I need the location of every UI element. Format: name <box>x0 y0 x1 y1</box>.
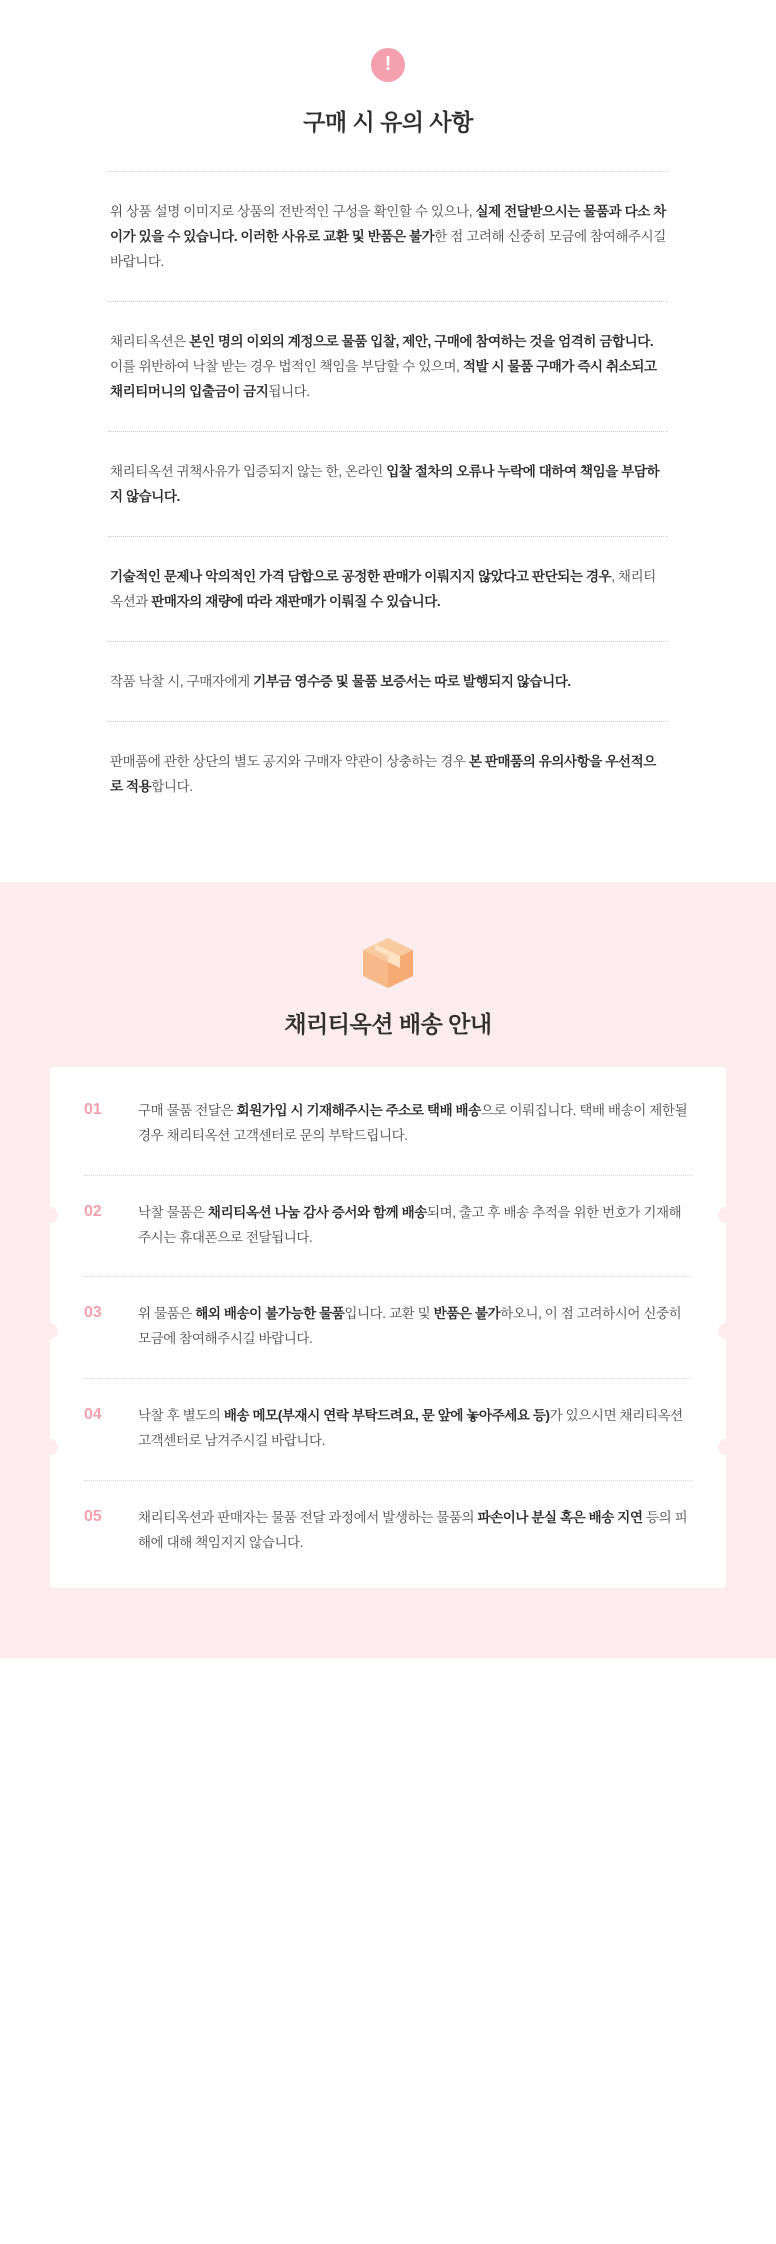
shipping-title: 채리티옥션 배송 안내 <box>284 1010 492 1037</box>
alert-circle-icon <box>371 48 405 82</box>
list-item-text: 낙찰 물품은 채리티옥션 나눔 감사 증서와 함께 배송되며, 출고 후 배송 추적을 위한 번호가 기재해주시는 휴대폰으로 전달됩니다. <box>138 1204 682 1245</box>
shipping-info-section <box>0 882 776 1659</box>
list-item-number: 03 <box>84 1304 102 1322</box>
list-item-text: 낙찰 후 별도의 배송 메모(부재시 연락 부탁드려요, 문 앞에 놓아주세요 등)가 있으시면 채리티옥션 고객센터로 남겨주시길 바랍니다. <box>138 1408 683 1449</box>
list-item <box>50 1073 726 1175</box>
notice-body <box>108 171 668 826</box>
shipping-icon-wrap <box>0 934 776 992</box>
notice-icon-wrap <box>0 48 776 82</box>
list-item-number: 04 <box>84 1406 102 1424</box>
list-item-text: 구매 물품 전달은 회원가입 시 기재해주시는 주소로 택배 배송으로 이뤄집니다. 택배 배송이 제한될 경우 채리티옥션 고객센터로 문의 부탁드립니다. <box>138 1102 688 1143</box>
list-item <box>50 1276 726 1378</box>
list-item-number: 05 <box>84 1508 102 1526</box>
notice-item: 채리티옥션은 본인 명의 이외의 계정으로 물품 입찰, 제안, 구매에 참여하는 것을 엄격히 금합니다. 이를 위반하여 낙찰 받는 경우 법적인 책임을 부담할 수 있으며, 적발 시 물품 구매가 즉시 취소되고 채리티머니의 입출금이 금지됩니다. <box>110 333 657 399</box>
list-item <box>50 1378 726 1480</box>
notice-item: 판매품에 관한 상단의 별도 공지와 구매자 약관이 상충하는 경우 본 판매품의 유의사항을 우선적으로 적용합니다. <box>110 753 656 794</box>
notice-item: 작품 낙찰 시, 구매자에게 기부금 영수증 및 물품 보증서는 따로 발행되지 않습니다. <box>110 673 571 689</box>
notice-item: 위 상품 설명 이미지로 상품의 전반적인 구성을 확인할 수 있으나, 실제 전달받으시는 물품과 다소 차이가 있을 수 있습니다. 이러한 사유로 교환 및 반품은 불가한 점 고려해 신중히 모금에 참여해주시길 바랍니다. <box>110 204 666 269</box>
list-item-number: 01 <box>84 1100 102 1118</box>
package-box-icon <box>355 934 421 992</box>
alert-icon-glyph: ! <box>384 53 392 75</box>
list-item-text: 위 물품은 해외 배송이 불가능한 물품입니다. 교환 및 반품은 불가하오니, 이 점 고려하시어 신중히 모금에 참여해주시길 바랍니다. <box>138 1306 682 1347</box>
list-item <box>50 1480 726 1582</box>
notice-item: 기술적인 문제나 악의적인 가격 담합으로 공정한 판매가 이뤄지지 않았다고 판단되는 경우, 채리티옥션과 판매자의 재량에 따라 재판매가 이뤄질 수 있습니다. <box>110 568 656 609</box>
shipping-ticket-card <box>50 1067 726 1589</box>
notice-title: 구매 시 유의 사항 <box>303 109 473 135</box>
list-item <box>50 1175 726 1277</box>
notice-item: 채리티옥션 귀책사유가 입증되지 않는 한, 온라인 입찰 절차의 오류나 누락에 대하여 책임을 부담하지 않습니다. <box>110 463 660 504</box>
list-item-number: 02 <box>84 1202 102 1220</box>
purchase-notice-section <box>0 0 776 882</box>
list-item-text: 채리티옥션과 판매자는 물품 전달 과정에서 발생하는 물품의 파손이나 분실 혹은 배송 지연 등의 피해에 대해 책임지지 않습니다. <box>138 1510 688 1551</box>
